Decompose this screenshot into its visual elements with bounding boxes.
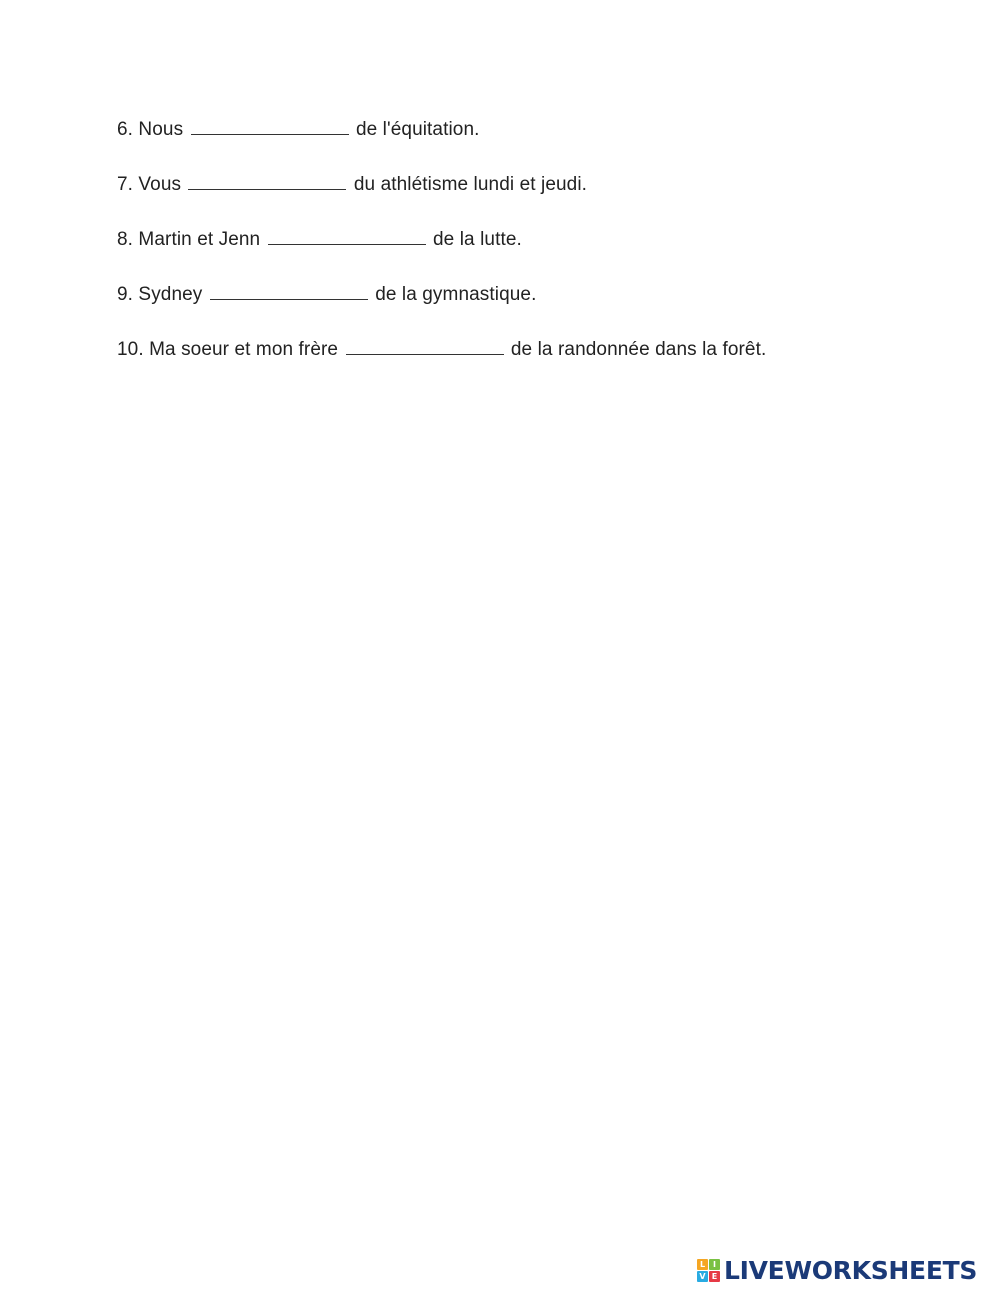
logo-text: LIVEWORKSHEETS bbox=[724, 1255, 978, 1285]
question-prefix: 9. Sydney bbox=[117, 284, 203, 305]
logo-cube: L bbox=[697, 1259, 708, 1270]
logo-cube: E bbox=[709, 1271, 720, 1282]
answer-blank-10[interactable] bbox=[346, 332, 504, 355]
question-8 bbox=[117, 222, 957, 277]
question-prefix: 6. Nous bbox=[117, 119, 184, 140]
answer-blank-7[interactable] bbox=[188, 167, 346, 190]
question-6 bbox=[117, 112, 957, 167]
answer-blank-8[interactable] bbox=[268, 222, 426, 245]
answer-blank-6[interactable] bbox=[191, 112, 349, 135]
question-10 bbox=[117, 332, 957, 387]
question-suffix: de la lutte. bbox=[433, 229, 522, 250]
question-suffix: de la gymnastique. bbox=[375, 284, 537, 305]
question-prefix: 10. Ma soeur et mon frère bbox=[117, 339, 339, 360]
logo-cubes-icon bbox=[697, 1259, 720, 1282]
logo-cube: V bbox=[697, 1271, 708, 1282]
question-7 bbox=[117, 167, 957, 222]
question-9 bbox=[117, 277, 957, 332]
logo-cube: I bbox=[709, 1259, 720, 1270]
answer-blank-9[interactable] bbox=[210, 277, 368, 300]
question-suffix: de l'équitation. bbox=[355, 119, 480, 140]
question-prefix: 8. Martin et Jenn bbox=[117, 229, 261, 250]
liveworksheets-logo bbox=[697, 1256, 977, 1284]
question-suffix: du athlétisme lundi et jeudi. bbox=[353, 174, 588, 195]
question-suffix: de la randonnée dans la forêt. bbox=[510, 339, 767, 360]
worksheet-content bbox=[117, 112, 957, 387]
question-prefix: 7. Vous bbox=[117, 174, 182, 195]
